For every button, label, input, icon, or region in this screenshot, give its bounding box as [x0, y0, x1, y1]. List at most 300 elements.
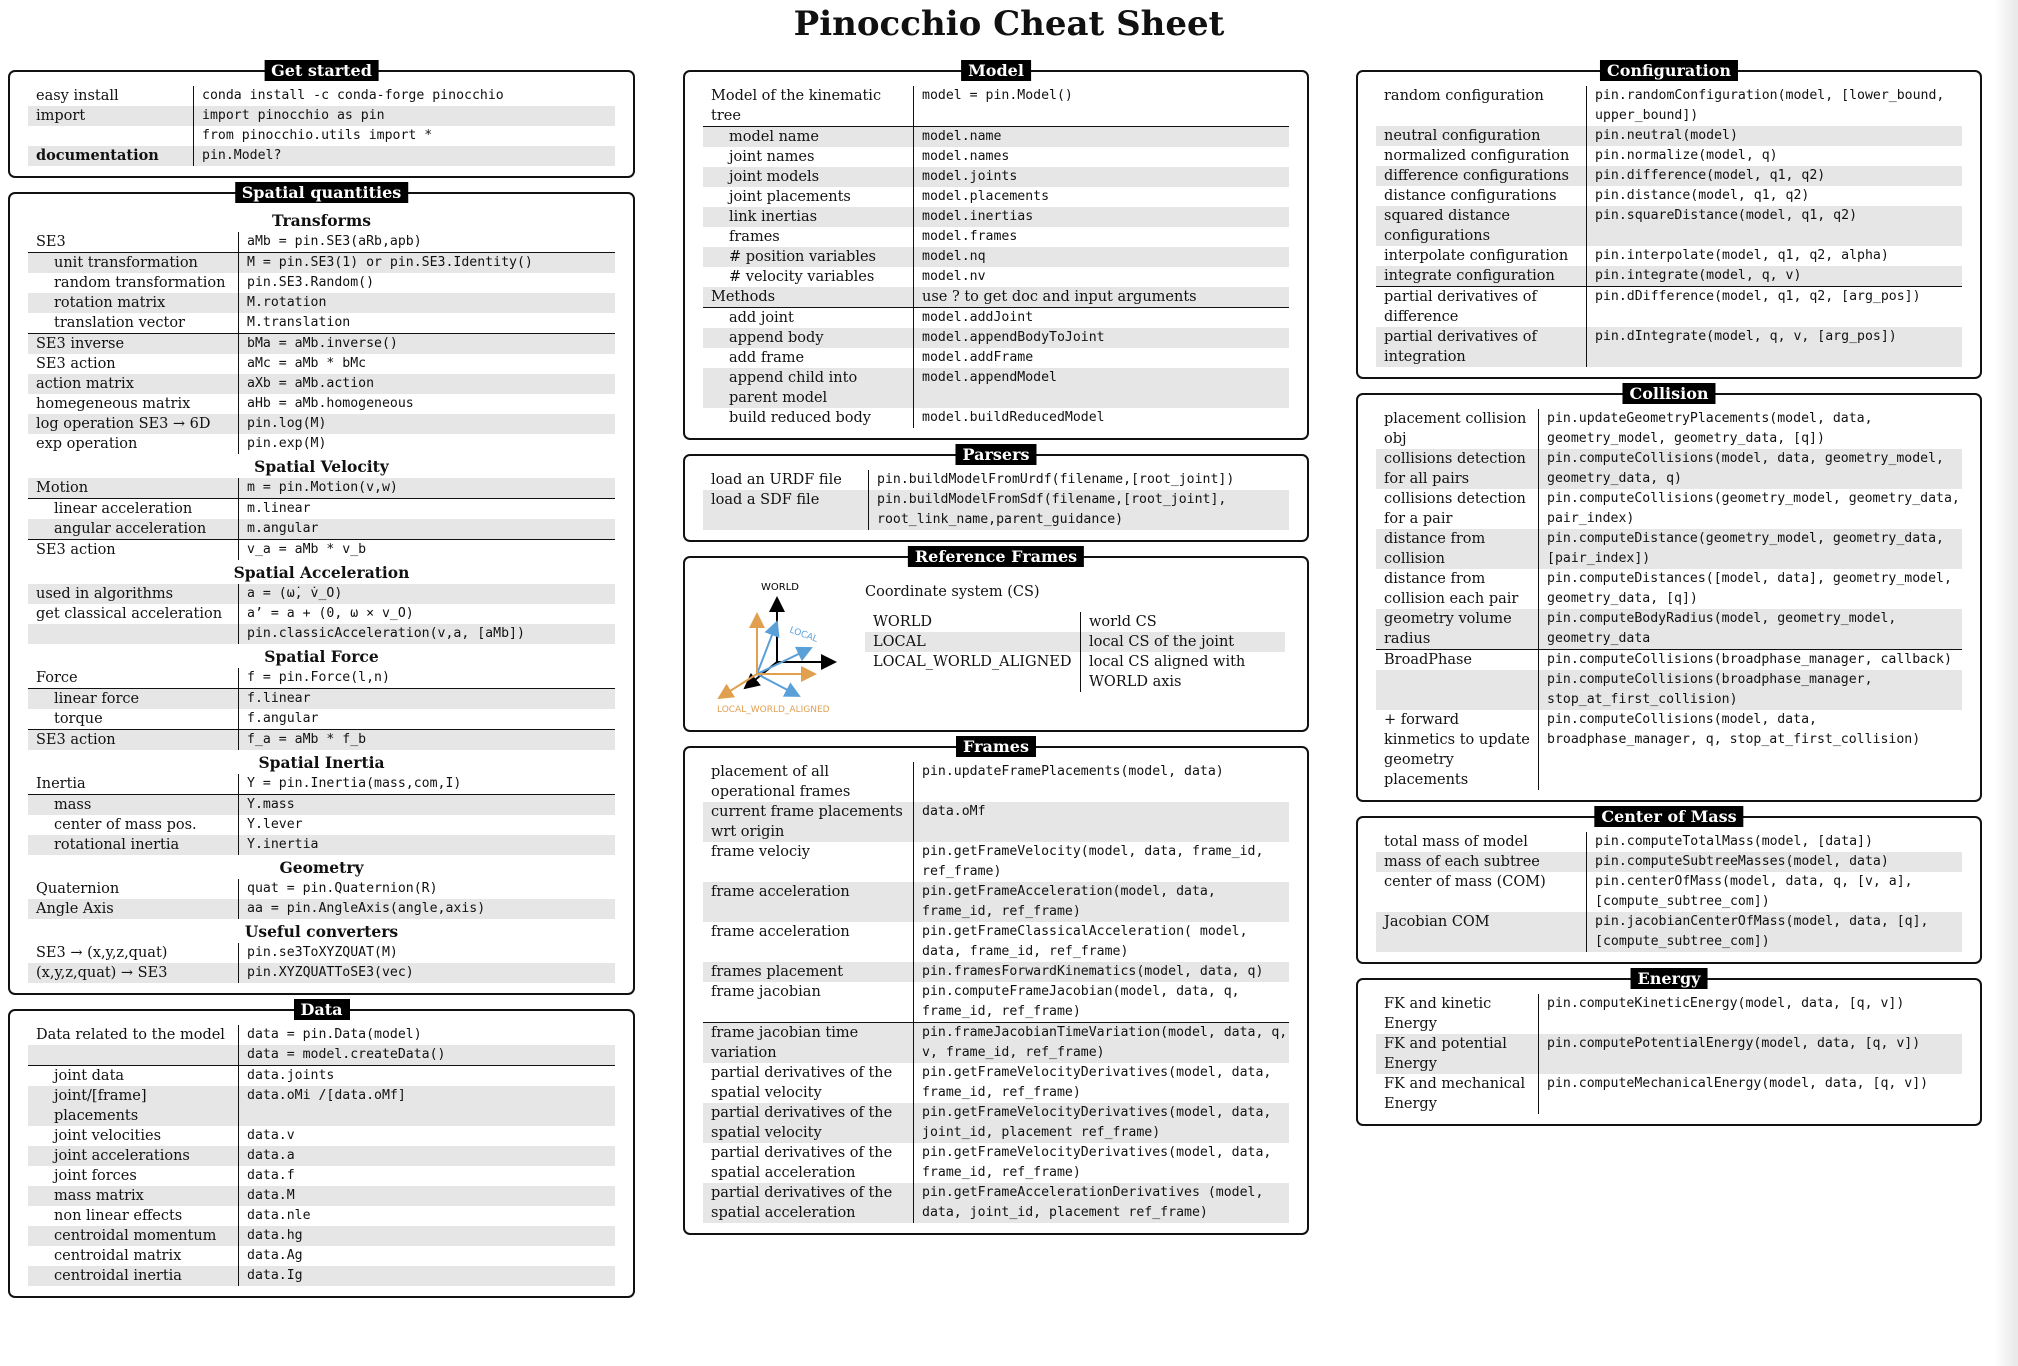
- row-label: BroadPhase: [1384, 652, 1473, 668]
- page-title: Pinocchio Cheat Sheet: [793, 4, 1225, 44]
- row-label: easy install: [36, 88, 119, 104]
- table-row: [28, 394, 615, 414]
- table-row: [1376, 126, 1962, 146]
- row-code: pin.interpolate(model, q1, q2, alpha): [1586, 246, 1962, 266]
- row-label: Quaternion: [36, 881, 120, 897]
- box-title: Get started: [264, 60, 379, 81]
- row-code: aa = pin.AngleAxis(angle,axis): [238, 899, 615, 919]
- row-label: [28, 126, 193, 146]
- row-label: # velocity variables: [729, 269, 875, 285]
- table-row: [703, 470, 1289, 490]
- table-row: [28, 604, 615, 624]
- row-label: distance configurations: [1384, 188, 1557, 204]
- row-label: partial derivatives of the spatial acceleration: [711, 1185, 893, 1221]
- row-code: Y.mass: [238, 795, 615, 815]
- row-code: pin.se3ToXYZQUAT(M): [238, 943, 615, 963]
- frames-box: [683, 737, 1309, 1235]
- row-code: pin.computeCollisions(geometry_model, geometry_data, pair_index): [1538, 489, 1962, 529]
- table-row: [28, 624, 615, 644]
- table-row: [1376, 569, 1962, 609]
- table-row: [703, 962, 1289, 982]
- row-label: FK and kinetic Energy: [1384, 996, 1492, 1032]
- row-code: pin.distance(model, q1, q2): [1586, 186, 1962, 206]
- row-label: mass of each subtree: [1384, 854, 1540, 870]
- row-code: pin.computeBodyRadius(model, geometry_model, geometry_data: [1538, 609, 1962, 649]
- table-row: [28, 434, 615, 454]
- subheading: Useful converters: [244, 922, 399, 941]
- world-label: WORLD: [761, 582, 799, 593]
- table-row: [1376, 670, 1962, 710]
- table-row: [703, 1103, 1289, 1143]
- table-row: [28, 1226, 615, 1246]
- table-row: [703, 1063, 1289, 1103]
- row-label: distance from collision each pair: [1384, 571, 1519, 607]
- table-row: [28, 668, 615, 688]
- box-title: Configuration: [1600, 60, 1738, 81]
- box-title: Energy: [1631, 968, 1708, 989]
- row-label: action matrix: [36, 376, 134, 392]
- row-label: joint velocities: [54, 1128, 162, 1144]
- row-label: joint forces: [54, 1168, 137, 1184]
- table-row: [28, 1086, 615, 1126]
- row-code: pin.computeDistance(geometry_model, geometry_data, [pair_index]): [1538, 529, 1962, 569]
- row-label: distance from collision: [1384, 531, 1486, 567]
- row-label: partial derivatives of difference: [1384, 289, 1537, 325]
- row-code: model.nv: [913, 267, 1289, 287]
- inertia-rows: [28, 774, 615, 855]
- table-row: [1376, 529, 1962, 569]
- row-label: joint/[frame] placements: [54, 1088, 147, 1124]
- table-row: [28, 126, 615, 146]
- table-row: [703, 86, 1289, 126]
- data-box: [8, 1000, 635, 1298]
- row-label: center of mass pos.: [54, 817, 197, 833]
- row-code: a = (ω̇, v̇_O): [238, 584, 615, 604]
- table-row: [28, 1266, 615, 1286]
- table-row: [28, 794, 615, 815]
- table-row: [703, 842, 1289, 882]
- row-code: v_a = aMb * v_b: [238, 540, 615, 560]
- converters-rows: [28, 943, 615, 983]
- table-row: [28, 1206, 615, 1226]
- row-label: frame jacobian: [711, 984, 821, 1000]
- row-label: SE3 → (x,y,z,quat): [36, 945, 168, 961]
- row-label: load a SDF file: [711, 492, 820, 508]
- row-label: joint accelerations: [54, 1148, 190, 1164]
- row-label: log operation SE3 → 6D: [36, 416, 211, 432]
- row-code: pin.getFrameVelocityDerivatives(model, data, frame_id, ref_frame): [913, 1143, 1289, 1183]
- row-label: partial derivatives of integration: [1384, 329, 1537, 365]
- table-row: [703, 126, 1289, 147]
- table-row: [703, 267, 1289, 287]
- row-code: pin.computeCollisions(model, data, broadphase_manager, q, stop_at_first_collision): [1538, 710, 1962, 790]
- row-code: model.appendModel: [913, 368, 1289, 408]
- center-of-mass-box: [1356, 807, 1982, 964]
- row-code: pin.XYZQUATToSE3(vec): [238, 963, 615, 983]
- row-code: pin.SE3.Random(): [238, 273, 615, 293]
- table-row: [703, 982, 1289, 1022]
- table-row: [28, 815, 615, 835]
- table-row: [703, 287, 1289, 307]
- reference-frames-box: [683, 547, 1309, 732]
- row-label: (x,y,z,quat) → SE3: [36, 965, 168, 981]
- row-code: pin.updateGeometryPlacements(model, data, geometry_model, geometry_data, [q]): [1538, 409, 1962, 449]
- table-row: [28, 313, 615, 333]
- row-label: add frame: [729, 350, 805, 366]
- table-row: [28, 1126, 615, 1146]
- row-code: pin.computeKineticEnergy(model, data, [q, v]): [1538, 994, 1962, 1034]
- table-row: [703, 307, 1289, 328]
- row-label: add joint: [729, 310, 794, 326]
- page-edge-shadow: [1994, 0, 2018, 1366]
- table-row: [1376, 710, 1962, 790]
- table-row: [703, 762, 1289, 802]
- row-code: pin.buildModelFromSdf(filename,[root_joint], root_link_name,parent_guidance): [868, 490, 1289, 530]
- spatial-quantities-box: [8, 183, 635, 995]
- transforms-rows: [28, 232, 615, 454]
- row-code: model.frames: [913, 227, 1289, 247]
- row-label: Data related to the model: [36, 1027, 225, 1043]
- row-code: data.v: [238, 1126, 615, 1146]
- row-code: data.nle: [238, 1206, 615, 1226]
- subheading: Transforms: [272, 211, 371, 230]
- row-label: frame acceleration: [711, 884, 850, 900]
- table-row: [1376, 872, 1962, 912]
- row-code: M.translation: [238, 313, 615, 333]
- row-code: quat = pin.Quaternion(R): [238, 879, 615, 899]
- row-label: centroidal matrix: [54, 1248, 182, 1264]
- row-code: pin.difference(model, q1, q2): [1586, 166, 1962, 186]
- table-row: [703, 147, 1289, 167]
- table-row: [28, 963, 615, 983]
- velocity-rows: [28, 478, 615, 560]
- table-row: [1376, 994, 1962, 1034]
- table-row: [28, 584, 615, 604]
- row-code: data.joints: [238, 1066, 615, 1086]
- row-label: placement collision obj: [1384, 411, 1527, 447]
- row-label: SE3 action: [36, 542, 116, 558]
- table-row: [1376, 449, 1962, 489]
- table-row: [703, 247, 1289, 267]
- row-label: homegeneous matrix: [36, 396, 191, 412]
- collision-box: [1356, 384, 1982, 802]
- row-label: linear acceleration: [54, 501, 193, 517]
- row-code: data.hg: [238, 1226, 615, 1246]
- table-row: [28, 688, 615, 709]
- row-code: pin.framesForwardKinematics(model, data, q): [913, 962, 1289, 982]
- row-code: pin.getFrameVelocityDerivatives(model, data, joint_id, placement ref_frame): [913, 1103, 1289, 1143]
- row-code: model.inertias: [913, 207, 1289, 227]
- row-label: mass: [54, 797, 92, 813]
- row-label: append child into parent model: [729, 370, 858, 406]
- row-label: FK and potential Energy: [1384, 1036, 1507, 1072]
- table-row: [703, 922, 1289, 962]
- row-label: joint placements: [729, 189, 851, 205]
- table-row: [865, 612, 1285, 632]
- row-label: frames placement: [711, 964, 844, 980]
- row-code: data.a: [238, 1146, 615, 1166]
- table-row: [1376, 832, 1962, 852]
- row-label: frame velociy: [711, 844, 810, 860]
- row-code: pin.jacobianCenterOfMass(model, data, [q],[compute_subtree_com]): [1586, 912, 1962, 952]
- row-code: pin.computeCollisions(model, data, geometry_model, geometry_data, q): [1538, 449, 1962, 489]
- table-row: [28, 146, 615, 166]
- row-label: LOCAL_WORLD_ALIGNED: [873, 654, 1072, 670]
- row-label: joint names: [729, 149, 815, 165]
- row-label: partial derivatives of the spatial velocity: [711, 1065, 893, 1101]
- row-label: SE3 action: [36, 356, 116, 372]
- table-row: [703, 227, 1289, 247]
- row-label: SE3: [36, 234, 66, 250]
- configuration-box: [1356, 61, 1982, 379]
- row-label: centroidal inertia: [54, 1268, 182, 1284]
- row-code: pin.computeDistances([model, data], geometry_model, geometry_data, [q]): [1538, 569, 1962, 609]
- row-label: current frame placements wrt origin: [711, 804, 903, 840]
- row-code: pin.updateFramePlacements(model, data): [913, 762, 1289, 802]
- row-label: partial derivatives of the spatial velocity: [711, 1105, 893, 1141]
- row-code: pin.getFrameVelocityDerivatives(model, data, frame_id, ref_frame): [913, 1063, 1289, 1103]
- row-code: f_a = aMb * f_b: [238, 730, 615, 750]
- row-code: aXb = aMb.action: [238, 374, 615, 394]
- row-code: pin.frameJacobianTimeVariation(model, data, q, v, frame_id, ref_frame): [913, 1023, 1289, 1063]
- row-label: [28, 1045, 238, 1065]
- row-code: data.M: [238, 1186, 615, 1206]
- table-row: [703, 328, 1289, 348]
- row-code: pin.centerOfMass(model, data, q, [v, a],[compute_subtree_com]): [1586, 872, 1962, 912]
- table-row: [28, 835, 615, 855]
- row-label: SE3 inverse: [36, 336, 125, 352]
- table-row: [1376, 609, 1962, 649]
- box-title: Spatial quantities: [235, 182, 409, 203]
- row-code: Y.inertia: [238, 835, 615, 855]
- table-row: [28, 333, 615, 354]
- row-label: [1376, 670, 1538, 710]
- row-code: pin.getFrameVelocity(model, data, frame_id, ref_frame): [913, 842, 1289, 882]
- row-label: frame acceleration: [711, 924, 850, 940]
- row-code: pin.computeFrameJacobian(model, data, q, frame_id, ref_frame): [913, 982, 1289, 1022]
- row-label: FK and mechanical Energy: [1384, 1076, 1526, 1112]
- row-code: model.nq: [913, 247, 1289, 267]
- table-row: [28, 1166, 615, 1186]
- row-code: model = pin.Model(): [913, 86, 1289, 126]
- table-row: [28, 943, 615, 963]
- box-title: Reference Frames: [908, 546, 1084, 567]
- row-code: M.rotation: [238, 293, 615, 313]
- row-code: pin.squareDistance(model, q1, q2): [1586, 206, 1962, 246]
- row-code: aMb = pin.SE3(aRb,apb): [238, 232, 615, 252]
- row-code: data.Ag: [238, 1246, 615, 1266]
- row-label: linear force: [54, 691, 140, 707]
- table-row: [28, 519, 615, 539]
- column-left: [8, 61, 635, 1312]
- row-code: data.Ig: [238, 1266, 615, 1286]
- row-label: load an URDF file: [711, 472, 842, 488]
- table-row: [703, 882, 1289, 922]
- box-title: Model: [961, 60, 1031, 81]
- row-label: random transformation: [54, 275, 226, 291]
- table-row: [703, 1183, 1289, 1223]
- row-code: local CS of the joint: [1080, 632, 1285, 652]
- row-code: model.buildReducedModel: [913, 408, 1289, 428]
- table-row: [865, 632, 1285, 652]
- reference-frames-diagram: [695, 566, 875, 716]
- row-label: exp operation: [36, 436, 138, 452]
- row-code: pin.dIntegrate(model, q, v, [arg_pos]): [1586, 327, 1962, 367]
- row-label: collisions detection for all pairs: [1384, 451, 1526, 487]
- model-box: [683, 61, 1309, 440]
- table-row: [28, 374, 615, 394]
- acceleration-rows: [28, 584, 615, 644]
- row-label: total mass of model: [1384, 834, 1528, 850]
- row-label: neutral configuration: [1384, 128, 1541, 144]
- row-code: local CS aligned with WORLD axis: [1080, 652, 1285, 692]
- table-row: [1376, 1034, 1962, 1074]
- energy-rows: [1376, 994, 1962, 1114]
- table-row: [28, 879, 615, 899]
- row-label: joint data: [54, 1068, 125, 1084]
- row-label: torque: [54, 711, 103, 727]
- row-code: pin.buildModelFromUrdf(filename,[root_joint]): [868, 470, 1289, 490]
- row-label: append body: [729, 330, 824, 346]
- subheading: Spatial Acceleration: [233, 563, 410, 582]
- table-row: [703, 368, 1289, 408]
- row-code: f.linear: [238, 689, 615, 709]
- table-row: [28, 774, 615, 794]
- row-label: center of mass (COM): [1384, 874, 1546, 890]
- row-label: Motion: [36, 480, 89, 496]
- table-row: [28, 354, 615, 374]
- table-row: [28, 709, 615, 729]
- row-code: a’ = a + (0, ω × v_O): [238, 604, 615, 624]
- row-label: model name: [729, 129, 819, 145]
- row-code: f = pin.Force(l,n): [238, 668, 615, 688]
- row-code: world CS: [1080, 612, 1285, 632]
- table-row: [703, 207, 1289, 227]
- box-title: Collision: [1622, 383, 1715, 404]
- table-row: [703, 490, 1289, 530]
- column-right: [1356, 61, 1982, 1140]
- table-row: [1376, 266, 1962, 286]
- row-label: squared distance configurations: [1384, 208, 1510, 244]
- row-code: pin.computeSubtreeMasses(model, data): [1586, 852, 1962, 872]
- row-code: data = pin.Data(model): [238, 1025, 615, 1045]
- row-label: translation vector: [54, 315, 185, 331]
- row-label: used in algorithms: [36, 586, 174, 602]
- model-rows: [703, 86, 1289, 428]
- row-code: pin.getFrameAcceleration(model, data, frame_id, ref_frame): [913, 882, 1289, 922]
- table-row: [703, 1022, 1296, 1063]
- box-title: Parsers: [955, 444, 1036, 465]
- force-rows: [28, 668, 615, 750]
- row-code: use ? to get doc and input arguments: [913, 287, 1289, 307]
- table-row: [28, 232, 615, 252]
- table-row: [1376, 912, 1962, 952]
- row-label: centroidal momentum: [54, 1228, 217, 1244]
- data-rows: [28, 1025, 615, 1286]
- row-label: import: [36, 108, 86, 124]
- table-row: [28, 1065, 615, 1086]
- row-code: model.appendBodyToJoint: [913, 328, 1289, 348]
- row-label: non linear effects: [54, 1208, 183, 1224]
- row-label: Inertia: [36, 776, 86, 792]
- coordinate-system-caption: Coordinate system (CS): [865, 584, 1040, 600]
- table-row: [703, 348, 1289, 368]
- row-label: frames: [729, 229, 780, 245]
- row-label: LOCAL: [873, 634, 926, 650]
- get-started-box: [8, 61, 635, 178]
- row-code: pin.dDifference(model, q1, q2, [arg_pos]): [1586, 287, 1962, 327]
- table-row: [28, 498, 615, 519]
- row-label: Force: [36, 670, 78, 686]
- table-row: [703, 1143, 1289, 1183]
- subheading: Spatial Inertia: [258, 753, 385, 772]
- row-code: pin.randomConfiguration(model, [lower_bound, upper_bound]): [1586, 86, 1962, 126]
- row-code: model.names: [913, 147, 1289, 167]
- row-label: normalized configuration: [1384, 148, 1570, 164]
- row-label: [28, 624, 238, 644]
- row-code: pin.neutral(model): [1586, 126, 1962, 146]
- row-code: M = pin.SE3(1) or pin.SE3.Identity(): [238, 253, 615, 273]
- row-code: m.angular: [238, 519, 615, 539]
- row-code: data.f: [238, 1166, 615, 1186]
- row-code: pin.Model?: [193, 146, 615, 166]
- subheading: Spatial Force: [264, 647, 379, 666]
- row-label: + forward kinmetics to update geometry placements: [1384, 712, 1530, 788]
- row-label: unit transformation: [54, 255, 198, 271]
- row-label: link inertias: [729, 209, 818, 225]
- row-code: pin.computeTotalMass(model, [data]): [1586, 832, 1962, 852]
- row-code: model.addJoint: [913, 308, 1289, 328]
- row-code: pin.normalize(model, q): [1586, 146, 1962, 166]
- row-label: Jacobian COM: [1384, 914, 1490, 930]
- column-middle: [683, 61, 1309, 1249]
- table-row: [1376, 852, 1962, 872]
- row-code: model.placements: [913, 187, 1289, 207]
- row-label: # position variables: [729, 249, 876, 265]
- row-code: pin.log(M): [238, 414, 615, 434]
- row-code: Y = pin.Inertia(mass,com,I): [238, 774, 615, 794]
- table-row: [28, 252, 615, 273]
- com-rows: [1376, 832, 1962, 952]
- row-code: aHb = aMb.homogeneous: [238, 394, 615, 414]
- row-label: placement of all operational frames: [711, 764, 851, 800]
- row-code: data.oMi /[data.oMf]: [238, 1086, 615, 1126]
- subheading: Geometry: [279, 858, 364, 877]
- row-code: pin.exp(M): [238, 434, 615, 454]
- table-row: [28, 1045, 615, 1065]
- row-code: pin.computeCollisions(broadphase_manager, stop_at_first_collision): [1538, 670, 1962, 710]
- subheading: Spatial Velocity: [254, 457, 389, 476]
- parsers-box: [683, 445, 1309, 542]
- row-code: data.oMf: [913, 802, 1289, 842]
- table-row: [703, 802, 1289, 842]
- table-row: [865, 652, 1285, 692]
- table-row: [28, 86, 615, 106]
- geometry-rows: [28, 879, 615, 919]
- row-label: rotational inertia: [54, 837, 180, 853]
- row-code: model.name: [913, 127, 1289, 147]
- row-code: pin.computeMechanicalEnergy(model, data, [q, v]): [1538, 1074, 1962, 1114]
- table-row: [28, 273, 615, 293]
- row-code: m.linear: [238, 499, 615, 519]
- row-code: model.addFrame: [913, 348, 1289, 368]
- table-row: [28, 414, 615, 434]
- row-code: aMc = aMb * bMc: [238, 354, 615, 374]
- local-world-aligned-label: LOCAL_WORLD_ALIGNED: [717, 705, 830, 715]
- table-row: [1376, 206, 1962, 246]
- reference-frames-text: [865, 584, 1285, 692]
- box-title: Data: [294, 999, 350, 1020]
